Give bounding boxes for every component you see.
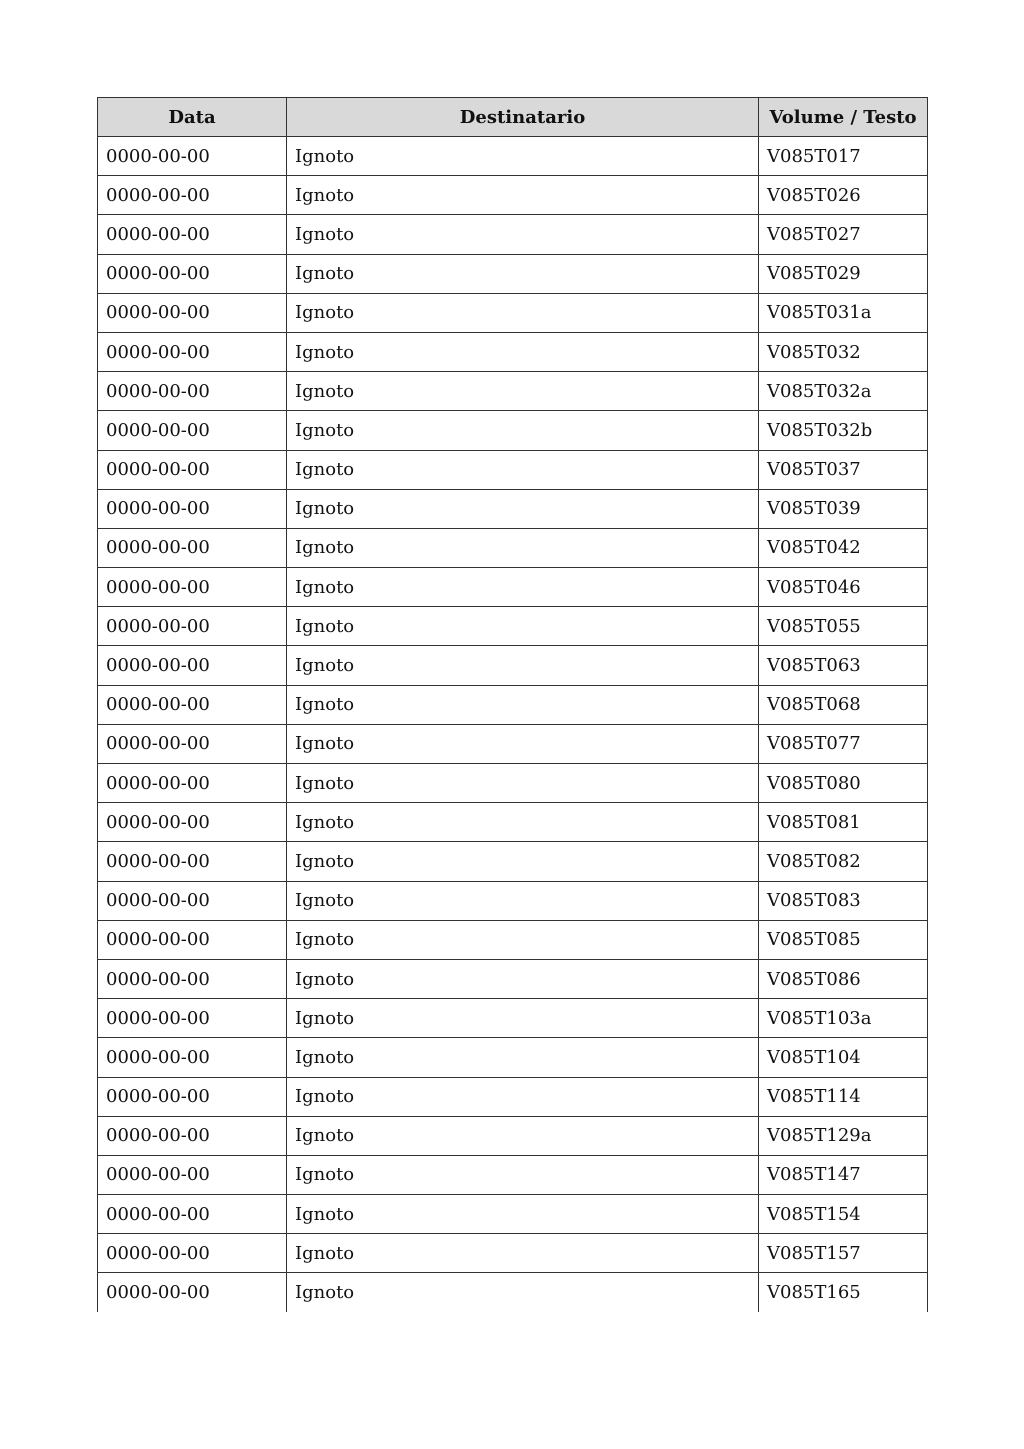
- cell-destinatario: Ignoto: [287, 450, 759, 489]
- cell-destinatario: Ignoto: [287, 999, 759, 1038]
- cell-data: 0000-00-00: [98, 881, 287, 920]
- table-row: [98, 1155, 928, 1194]
- cell-volume-testo: V085T103a: [759, 999, 928, 1038]
- cell-destinatario: Ignoto: [287, 685, 759, 724]
- cell-data: 0000-00-00: [98, 528, 287, 567]
- cell-destinatario: Ignoto: [287, 1077, 759, 1116]
- cell-data: 0000-00-00: [98, 607, 287, 646]
- cell-data: 0000-00-00: [98, 489, 287, 528]
- cell-volume-testo: V085T114: [759, 1077, 928, 1116]
- table-row: [98, 920, 928, 959]
- table-row: [98, 254, 928, 293]
- cell-data: 0000-00-00: [98, 803, 287, 842]
- table-body: [98, 137, 928, 1313]
- cell-volume-testo: V085T046: [759, 568, 928, 607]
- cell-volume-testo: V085T080: [759, 764, 928, 803]
- letters-table: [97, 97, 928, 1312]
- cell-data: 0000-00-00: [98, 568, 287, 607]
- cell-data: 0000-00-00: [98, 1195, 287, 1234]
- cell-volume-testo: V085T104: [759, 1038, 928, 1077]
- header-volume-testo: Volume / Testo: [759, 98, 928, 137]
- cell-data: 0000-00-00: [98, 137, 287, 176]
- cell-data: 0000-00-00: [98, 1038, 287, 1077]
- table-row: [98, 1116, 928, 1155]
- cell-volume-testo: V085T037: [759, 450, 928, 489]
- cell-volume-testo: V085T026: [759, 176, 928, 215]
- cell-data: 0000-00-00: [98, 254, 287, 293]
- cell-volume-testo: V085T031a: [759, 293, 928, 332]
- cell-destinatario: Ignoto: [287, 489, 759, 528]
- cell-destinatario: Ignoto: [287, 1273, 759, 1312]
- cell-data: 0000-00-00: [98, 959, 287, 998]
- cell-destinatario: Ignoto: [287, 528, 759, 567]
- cell-volume-testo: V085T082: [759, 842, 928, 881]
- cell-volume-testo: V085T147: [759, 1155, 928, 1194]
- table-row: [98, 411, 928, 450]
- cell-data: 0000-00-00: [98, 1116, 287, 1155]
- cell-destinatario: Ignoto: [287, 842, 759, 881]
- cell-data: 0000-00-00: [98, 724, 287, 763]
- cell-destinatario: Ignoto: [287, 1155, 759, 1194]
- table-row: [98, 176, 928, 215]
- table-row: [98, 568, 928, 607]
- cell-data: 0000-00-00: [98, 999, 287, 1038]
- table-row: [98, 764, 928, 803]
- cell-volume-testo: V085T055: [759, 607, 928, 646]
- cell-volume-testo: V085T027: [759, 215, 928, 254]
- cell-data: 0000-00-00: [98, 646, 287, 685]
- cell-volume-testo: V085T017: [759, 137, 928, 176]
- cell-destinatario: Ignoto: [287, 920, 759, 959]
- table-row: [98, 685, 928, 724]
- header-data: Data: [98, 98, 287, 137]
- table-row: [98, 528, 928, 567]
- cell-volume-testo: V085T154: [759, 1195, 928, 1234]
- table-row: [98, 1195, 928, 1234]
- cell-volume-testo: V085T085: [759, 920, 928, 959]
- cell-data: 0000-00-00: [98, 450, 287, 489]
- cell-volume-testo: V085T039: [759, 489, 928, 528]
- cell-data: 0000-00-00: [98, 920, 287, 959]
- cell-volume-testo: V085T032b: [759, 411, 928, 450]
- table-row: [98, 137, 928, 176]
- cell-volume-testo: V085T042: [759, 528, 928, 567]
- header-row: [98, 98, 928, 137]
- cell-destinatario: Ignoto: [287, 646, 759, 685]
- cell-destinatario: Ignoto: [287, 176, 759, 215]
- cell-destinatario: Ignoto: [287, 1038, 759, 1077]
- cell-destinatario: Ignoto: [287, 803, 759, 842]
- table-row: [98, 959, 928, 998]
- cell-volume-testo: V085T086: [759, 959, 928, 998]
- cell-destinatario: Ignoto: [287, 881, 759, 920]
- cell-data: 0000-00-00: [98, 215, 287, 254]
- table-row: [98, 1234, 928, 1273]
- cell-destinatario: Ignoto: [287, 1116, 759, 1155]
- cell-data: 0000-00-00: [98, 842, 287, 881]
- cell-data: 0000-00-00: [98, 1273, 287, 1312]
- cell-destinatario: Ignoto: [287, 1195, 759, 1234]
- table-row: [98, 803, 928, 842]
- cell-volume-testo: V085T083: [759, 881, 928, 920]
- cell-volume-testo: V085T032: [759, 332, 928, 371]
- cell-destinatario: Ignoto: [287, 568, 759, 607]
- table-row: [98, 1273, 928, 1312]
- cell-destinatario: Ignoto: [287, 724, 759, 763]
- table-row: [98, 450, 928, 489]
- table-row: [98, 646, 928, 685]
- cell-data: 0000-00-00: [98, 332, 287, 371]
- cell-data: 0000-00-00: [98, 176, 287, 215]
- cell-data: 0000-00-00: [98, 1155, 287, 1194]
- table-row: [98, 1077, 928, 1116]
- cell-volume-testo: V085T157: [759, 1234, 928, 1273]
- cell-data: 0000-00-00: [98, 764, 287, 803]
- table-row: [98, 332, 928, 371]
- cell-volume-testo: V085T165: [759, 1273, 928, 1312]
- cell-destinatario: Ignoto: [287, 372, 759, 411]
- table-row: [98, 724, 928, 763]
- table-row: [98, 999, 928, 1038]
- table-row: [98, 293, 928, 332]
- table-row: [98, 215, 928, 254]
- cell-volume-testo: V085T029: [759, 254, 928, 293]
- cell-destinatario: Ignoto: [287, 215, 759, 254]
- table-row: [98, 881, 928, 920]
- cell-destinatario: Ignoto: [287, 293, 759, 332]
- cell-data: 0000-00-00: [98, 372, 287, 411]
- cell-volume-testo: V085T068: [759, 685, 928, 724]
- cell-volume-testo: V085T077: [759, 724, 928, 763]
- header-destinatario: Destinatario: [287, 98, 759, 137]
- table-row: [98, 489, 928, 528]
- cell-destinatario: Ignoto: [287, 959, 759, 998]
- cell-destinatario: Ignoto: [287, 254, 759, 293]
- table-header: [98, 98, 928, 137]
- cell-data: 0000-00-00: [98, 411, 287, 450]
- table-row: [98, 372, 928, 411]
- cell-destinatario: Ignoto: [287, 764, 759, 803]
- cell-data: 0000-00-00: [98, 1234, 287, 1273]
- cell-volume-testo: V085T032a: [759, 372, 928, 411]
- cell-destinatario: Ignoto: [287, 411, 759, 450]
- table-row: [98, 842, 928, 881]
- cell-volume-testo: V085T063: [759, 646, 928, 685]
- cell-data: 0000-00-00: [98, 685, 287, 724]
- cell-data: 0000-00-00: [98, 1077, 287, 1116]
- cell-volume-testo: V085T081: [759, 803, 928, 842]
- table-row: [98, 607, 928, 646]
- table-row: [98, 1038, 928, 1077]
- cell-destinatario: Ignoto: [287, 1234, 759, 1273]
- cell-destinatario: Ignoto: [287, 607, 759, 646]
- cell-destinatario: Ignoto: [287, 332, 759, 371]
- cell-data: 0000-00-00: [98, 293, 287, 332]
- cell-destinatario: Ignoto: [287, 137, 759, 176]
- cell-volume-testo: V085T129a: [759, 1116, 928, 1155]
